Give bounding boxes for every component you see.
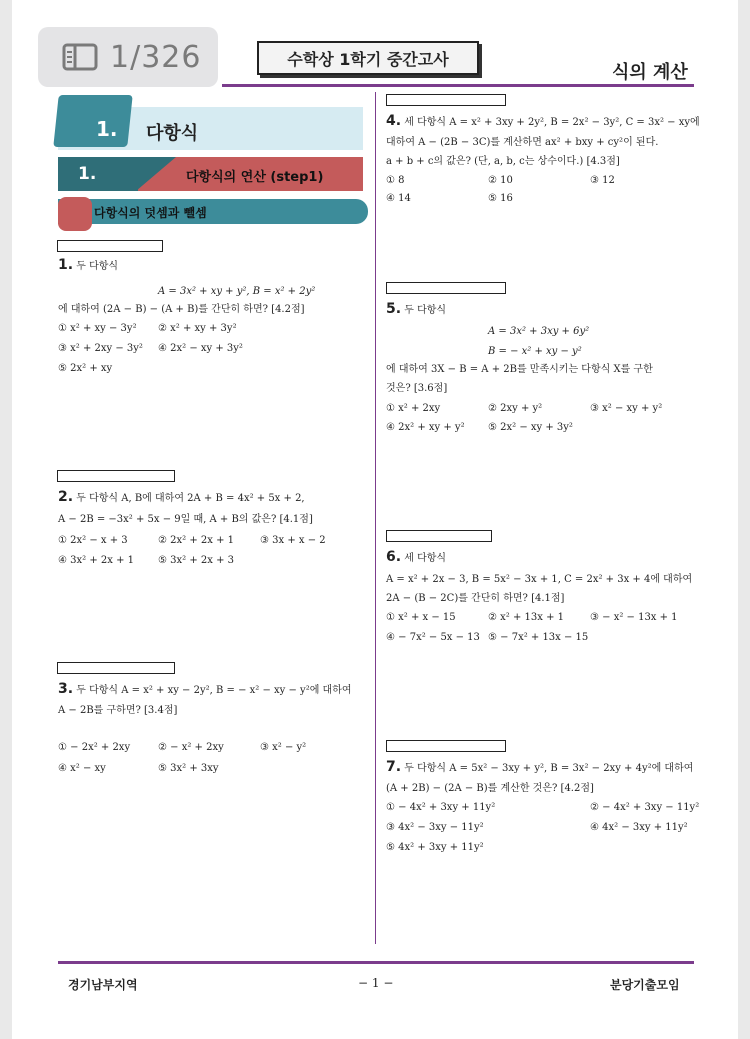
choice-4[interactable]: ④ x² − xy	[58, 763, 106, 774]
question-6	[386, 550, 446, 566]
choice-1[interactable]: ① 8	[386, 175, 405, 186]
choice-5[interactable]: ⑤ − 7x² + 13x − 15	[488, 632, 589, 643]
answer-box[interactable]	[57, 470, 175, 482]
question-text: 두 다항식	[76, 261, 119, 272]
choice-3[interactable]: ③ x² + 2xy − 3y²	[58, 343, 143, 354]
left-edge	[0, 0, 12, 1039]
choice-3[interactable]: ③ − x² − 13x + 1	[590, 612, 678, 623]
question-text: 에 대하여 3X − B = A + 2B를 만족시키는 다항식 X를 구한	[386, 364, 653, 375]
choice-3[interactable]: ③ 4x² − 3xy − 11y²	[386, 822, 484, 833]
page-counter[interactable]	[38, 27, 218, 87]
question-5	[386, 302, 446, 318]
question-text: 두 다항식 A = x² + xy − 2y², B = − x² − xy − y²에 대하여	[76, 685, 352, 696]
question-number: 4.	[386, 113, 402, 129]
choice-4[interactable]: ④ − 7x² − 5x − 13	[386, 632, 480, 643]
right-edge	[738, 0, 750, 1039]
question-text: 대하여 A − (2B − 3C)를 계산하면 ax² + bxy + cy²이 된다.	[386, 137, 659, 148]
question-text: 두 다항식 A, B에 대하여 2A + B = 4x² + 5x + 2,	[76, 493, 305, 504]
question-text: 세 다항식 A = x² + 3xy + 2y², B = 2x² − 3y², C = 3x² − xy에	[404, 117, 700, 128]
choice-4[interactable]: ④ 2x² + xy + y²	[386, 422, 465, 433]
choice-3[interactable]: ③ x² − xy + y²	[590, 403, 663, 414]
question-expression: B = − x² + xy − y²	[488, 346, 582, 357]
choice-2[interactable]: ② 10	[488, 175, 513, 186]
column-divider	[375, 92, 376, 944]
question-text: 세 다항식	[404, 553, 447, 564]
question-text: 두 다항식 A = 5x² − 3xy + y², B = 3x² − 2xy + 4y²에 대하여	[404, 763, 694, 774]
question-number: 6.	[386, 549, 402, 565]
question-number: 7.	[386, 759, 402, 775]
choice-5[interactable]: ⑤ 16	[488, 193, 513, 204]
choice-1[interactable]: ① − 2x² + 2xy	[58, 742, 131, 753]
question-1	[58, 258, 118, 274]
question-number: 1.	[58, 257, 74, 273]
question-text: 두 다항식	[404, 305, 447, 316]
question-number: 3.	[58, 681, 74, 697]
section-title: 다항식	[146, 123, 199, 144]
page-counter-text: 1/326	[110, 39, 202, 75]
choice-5[interactable]: ⑤ 3x² + 3xy	[158, 763, 219, 774]
banner-badge	[53, 95, 132, 147]
choice-3[interactable]: ③ 12	[590, 175, 615, 186]
choice-4[interactable]: ④ 3x² + 2x + 1	[58, 555, 134, 566]
topic-banner	[58, 199, 368, 224]
question-text: A − 2B를 구하면? [3.4점]	[58, 705, 178, 716]
question-text: A − 2B = −3x² + 5x − 9일 때, A + B의 값은? [4.1점]	[58, 514, 313, 525]
section-number: 1.	[96, 117, 118, 141]
choice-4[interactable]: ④ 2x² − xy + 3y²	[158, 343, 243, 354]
footer-page-number: − 1 −	[358, 976, 394, 990]
choice-3[interactable]: ③ x² − y²	[260, 742, 307, 753]
topic-badge	[58, 197, 92, 231]
footer-region: 경기남부지역	[68, 978, 138, 992]
choice-4[interactable]: ④ 4x² − 3xy + 11y²	[590, 822, 688, 833]
answer-box[interactable]	[386, 530, 492, 542]
question-text: 것은? [3.6점]	[386, 383, 448, 394]
answer-box[interactable]	[386, 740, 506, 752]
choice-2[interactable]: ② x² + 13x + 1	[488, 612, 564, 623]
question-2	[58, 490, 305, 506]
question-7	[386, 760, 693, 776]
choice-3[interactable]: ③ 3x + x − 2	[260, 535, 326, 546]
footer-publisher: 분당기출모임	[610, 978, 680, 992]
choice-5[interactable]: ⑤ 2x² + xy	[58, 363, 113, 374]
answer-box[interactable]	[57, 662, 175, 674]
question-4	[386, 114, 700, 130]
question-text: 에 대하여 (2A − B) − (A + B)를 간단히 하면? [4.2점]	[58, 304, 305, 315]
subsection-number: 1.	[78, 164, 97, 184]
answer-box[interactable]	[386, 282, 506, 294]
banner-dark-block	[58, 157, 138, 191]
question-text: a + b + c의 값은? (단, a, b, c는 상수이다.) [4.3점]	[386, 156, 620, 167]
choice-4[interactable]: ④ 14	[386, 193, 411, 204]
question-text: A = x² + 2x − 3, B = 5x² − 3x + 1, C = 2x² + 3x + 4에 대하여	[386, 574, 693, 585]
choice-5[interactable]: ⑤ 3x² + 2x + 3	[158, 555, 234, 566]
choice-2[interactable]: ② x² + xy + 3y²	[158, 323, 237, 334]
chapter-title: 식의 계산	[612, 62, 688, 83]
answer-box[interactable]	[386, 94, 506, 106]
banner-diagonal	[136, 157, 176, 191]
choice-5[interactable]: ⑤ 4x² + 3xy + 11y²	[386, 842, 484, 853]
question-number: 5.	[386, 301, 402, 317]
question-expression: A = 3x² + 3xy + 6y²	[488, 326, 590, 337]
choice-1[interactable]: ① x² + xy − 3y²	[58, 323, 137, 334]
choice-5[interactable]: ⑤ 2x² − xy + 3y²	[488, 422, 573, 433]
subsection-banner	[58, 157, 363, 191]
choice-1[interactable]: ① 2x² − x + 3	[58, 535, 128, 546]
sidebar-toggle-icon[interactable]	[62, 43, 98, 71]
choice-2[interactable]: ② 2x² + 2x + 1	[158, 535, 234, 546]
question-3	[58, 682, 352, 698]
choice-1[interactable]: ① − 4x² + 3xy + 11y²	[386, 802, 496, 813]
question-expression: A = 3x² + xy + y², B = x² + 2y²	[158, 286, 316, 297]
choice-1[interactable]: ① x² + x − 15	[386, 612, 456, 623]
choice-2[interactable]: ② − x² + 2xy	[158, 742, 224, 753]
choice-2[interactable]: ② 2xy + y²	[488, 403, 543, 414]
question-number: 2.	[58, 489, 74, 505]
section-banner	[58, 107, 363, 150]
question-text: 2A − (B − 2C)를 간단히 하면? [4.1점]	[386, 593, 565, 604]
choice-1[interactable]: ① x² + 2xy	[386, 403, 441, 414]
header-rule	[222, 84, 694, 87]
topic-title: 다항식의 덧셈과 뺄셈	[94, 206, 207, 220]
footer-rule	[58, 961, 694, 964]
answer-box[interactable]	[57, 240, 163, 252]
exam-title: 수학상 1학기 중간고사	[257, 41, 479, 75]
choice-2[interactable]: ② − 4x² + 3xy − 11y²	[590, 802, 700, 813]
subsection-title: 다항식의 연산 (step1)	[186, 170, 324, 185]
question-text: (A + 2B) − (2A − B)를 계산한 것은? [4.2점]	[386, 783, 594, 794]
